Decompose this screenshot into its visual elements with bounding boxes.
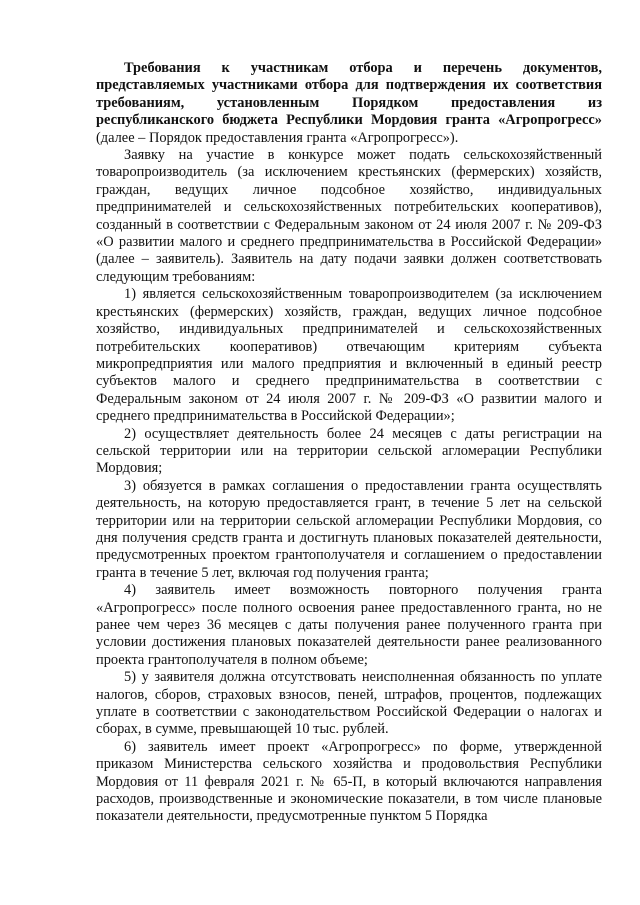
- heading-note: (далее – Порядок предоставления гранта «Агропрогресс»).: [96, 129, 459, 146]
- document-page: [96, 60, 602, 826]
- requirement-item-2: 2) осуществляет деятельность более 24 месяцев с даты регистрации на сельской территории или на территории сельской агломерации Республики Мордовия;: [96, 425, 602, 477]
- requirement-item-1: 1) является сельскохозяйственным товаропроизводителем (за исключением крестьянских (фермерских) хозяйств, граждан, ведущих личное подсобное хозяйство, индивидуальных предпринимателей и сельскохозяйственных потребительских кооперативов) отвечающим критериям субъекта микропредприятия или малого предприятия и включенный в единый реестр субъектов малого и среднего предпринимательства в соответствии с Федеральным законом от 24 июля 2007 г. № 209-ФЗ «О развитии малого и среднего предпринимательства в Российской Федерации»;: [96, 286, 602, 425]
- document-heading: [96, 60, 602, 147]
- requirement-item-5: 5) у заявителя должна отсутствовать неисполненная обязанность по уплате налогов, сборов, страховых взносов, пеней, штрафов, процентов, подлежащих уплате в соответствии с законодательством Российской Федерации о налогах и сборах, в сумме, превышающей 10 тыс. рублей.: [96, 669, 602, 738]
- requirement-item-6: 6) заявитель имеет проект «Агропрогресс» по форме, утвержденной приказом Министерства сельского хозяйства и продовольствия Республики Мордовия от 11 февраля 2021 г. № 65-П, в который включаются направления расходов, производственные и экономические показатели, в том числе плановые показатели деятельности, предусмотренные пунктом 5 Порядка: [96, 738, 602, 825]
- requirement-item-4: 4) заявитель имеет возможность повторного получения гранта «Агропрогресс» после полного освоения ранее предоставленного гранта, но не ранее чем через 36 месяцев с даты получения ранее полученного гранта при условии достижения плановых показателей деятельности ранее реализованного проекта грантополучателя в полном объеме;: [96, 582, 602, 668]
- intro-paragraph: Заявку на участие в конкурсе может подать сельскохозяйственный товаропроизводитель (за исключением крестьянских (фермерских) хозяйств, граждан, ведущих личное подсобное хозяйство, индивидуальных предпринимателей и сельскохозяйственных потребительских кооперативов), созданный в соответствии с Федеральным законом от 24 июля 2007 г. № 209-ФЗ «О развитии малого и среднего предпринимательства в Российской Федерации» (далее – заявитель). Заявитель на дату подачи заявки должен соответствовать следующим требованиям:: [96, 147, 602, 285]
- heading-bold-title: Требования к участникам отбора и перечень документов, представляемых участниками отбора для подтверждения их соответствия требованиям, установленным Порядком предоставления из республиканского бюджета Республики Мордовия гранта «Агропрогресс»: [96, 60, 602, 129]
- requirement-item-3: 3) обязуется в рамках соглашения о предоставлении гранта осуществлять деятельность, на которую предоставляется грант, в течение 5 лет на сельской территории или на территории сельской агломерации Республики Мордовия, со дня получения средств гранта и достигнуть плановых показателей деятельности, предусмотренных проектом грантополучателя и соглашением о предоставлении гранта в течение 5 лет, включая год получения гранта;: [96, 477, 602, 581]
